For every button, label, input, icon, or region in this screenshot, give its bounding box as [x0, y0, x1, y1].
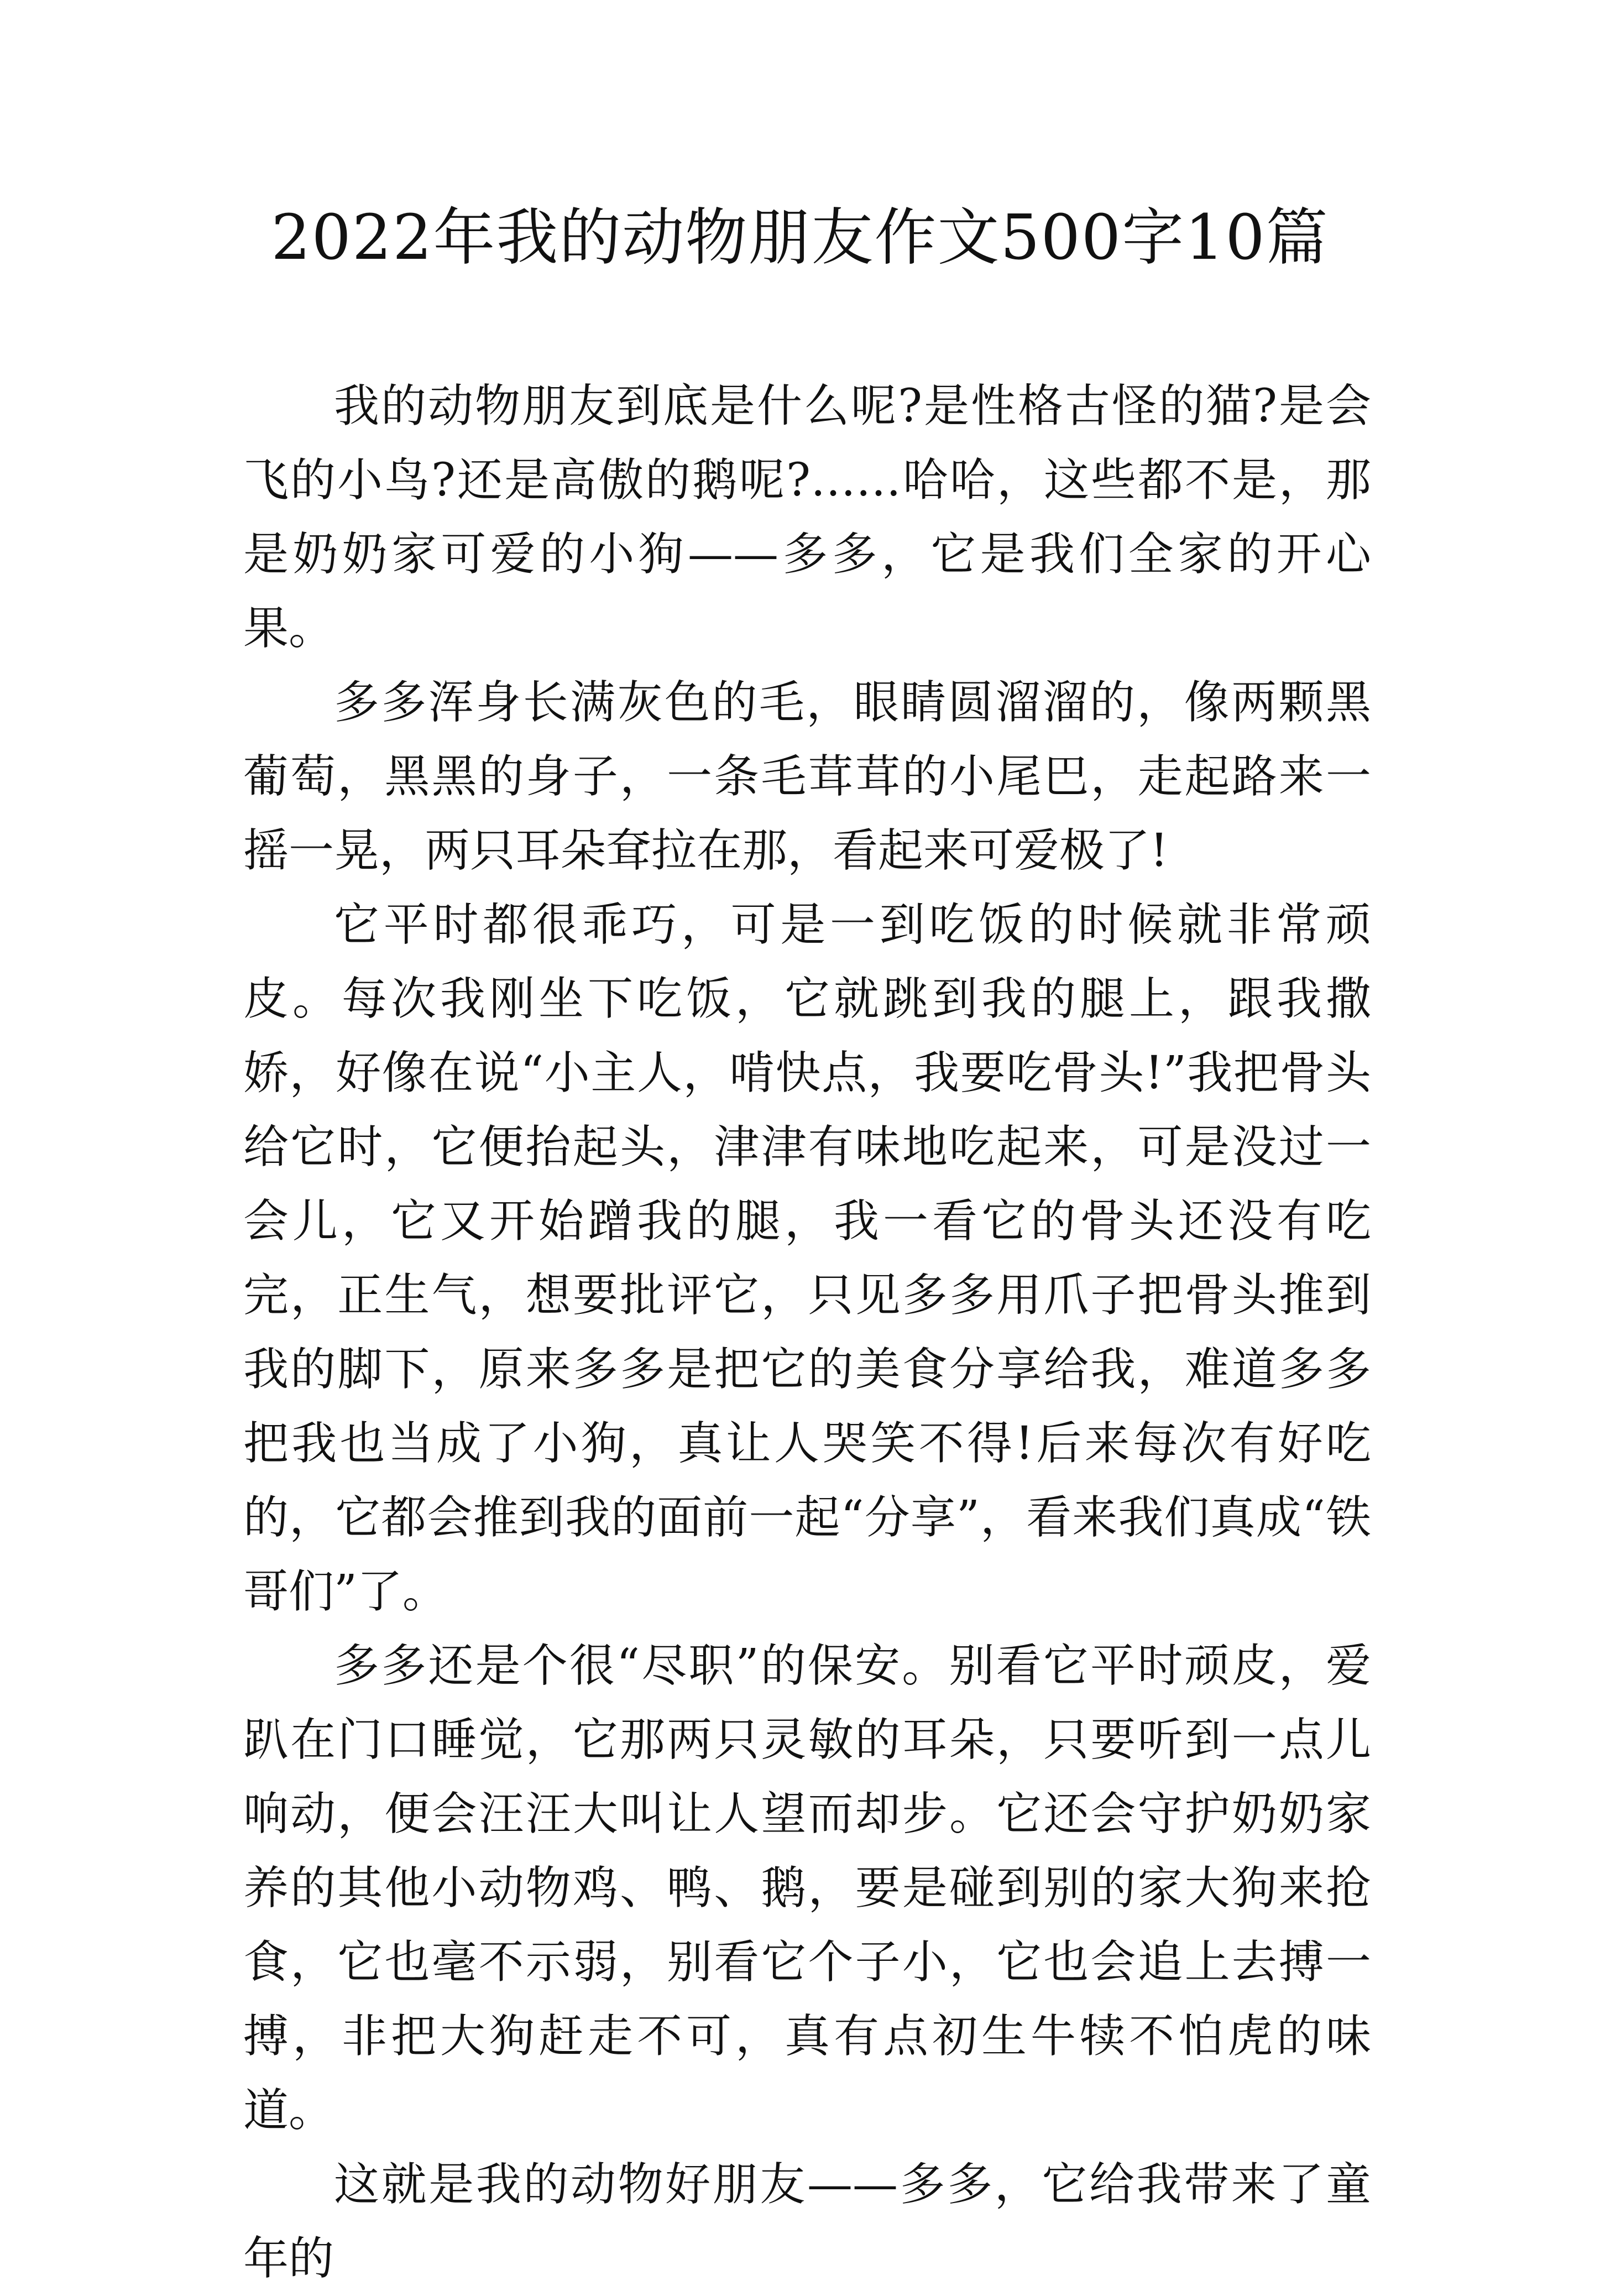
document-title: 2022年我的动物朋友作文500字10篇	[271, 202, 1329, 274]
document-body	[243, 369, 1371, 2296]
paragraph-2: 多多浑身长满灰色的毛，眼睛圆溜溜的，像两颗黑葡萄，黑黑的身子，一条毛茸茸的小尾巴，走起路来一摇一晃，两只耳朵耷拉在那，看起来可爱极了!	[243, 676, 1371, 877]
paragraph-4: 多多还是个很“尽职”的保安。别看它平时顽皮，爱趴在门口睡觉，它那两只灵敏的耳朵，只要听到一点儿响动，便会汪汪大叫让人望而却步。它还会守护奶奶家养的其他小动物鸡、鸭、鹅，要是碰到别的家大狗来抢食，它也毫不示弱，别看它个子小，它也会追上去搏一搏，非把大狗赶走不可，真有点初生牛犊不怕虎的味道。	[243, 1640, 1371, 2137]
paragraph-3: 它平时都很乖巧，可是一到吃饭的时候就非常顽皮。每次我刚坐下吃饭，它就跳到我的腿上，跟我撒娇，好像在说“小主人，啃快点，我要吃骨头!”我把骨头给它时，它便抬起头，津津有味地吃起来，可是没过一会儿，它又开始蹭我的腿，我一看它的骨头还没有吃完，正生气，想要批评它，只见多多用爪子把骨头推到我的脚下，原来多多是把它的美食分享给我，难道多多把我也当成了小狗，真让人哭笑不得!后来每次有好吃的，它都会推到我的面前一起“分享”，看来我们真成“铁哥们”了。	[243, 899, 1371, 1618]
paragraph-5: 这就是我的动物好朋友——多多，它给我带来了童年的	[243, 2158, 1371, 2285]
paragraph-1: 我的动物朋友到底是什么呢?是性格古怪的猫?是会飞的小鸟?还是高傲的鹅呢?……哈哈，这些都不是，那是奶奶家可爱的小狗——多多，它是我们全家的开心果。	[243, 380, 1371, 655]
